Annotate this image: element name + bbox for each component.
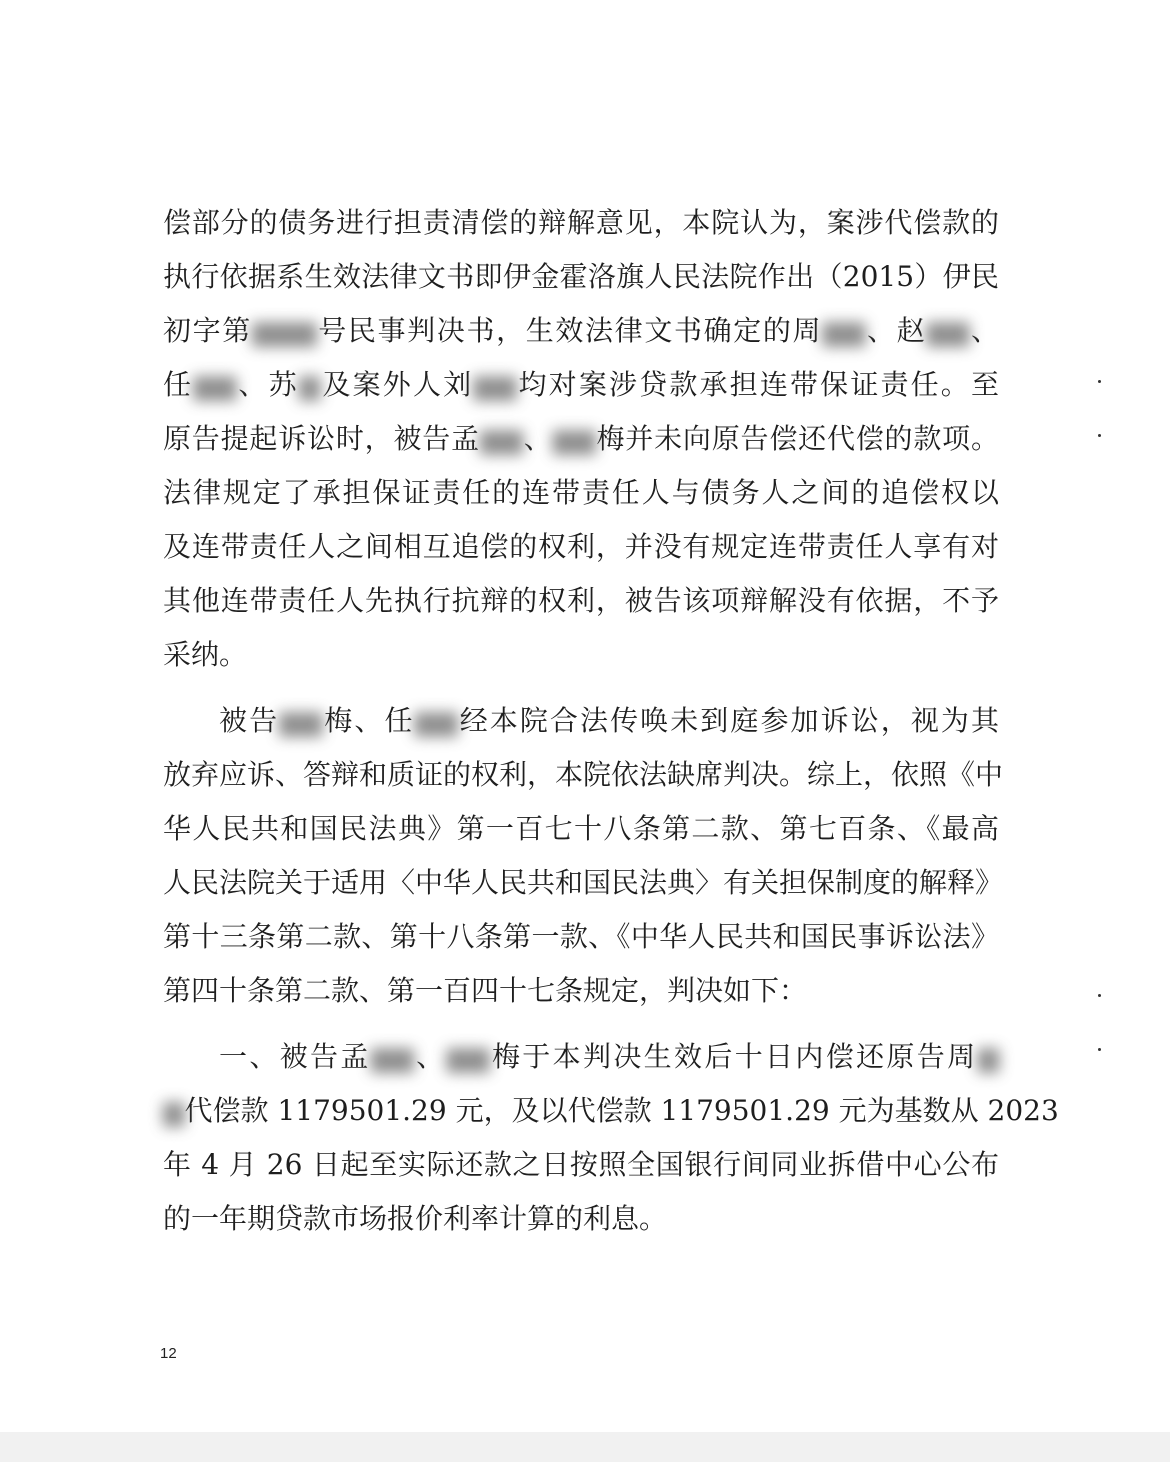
text-segment: 的一年期贷款市场报价利率计算的利息。 (163, 1202, 668, 1235)
text-line (163, 1084, 1059, 1138)
judgment-body-text (163, 196, 1059, 1246)
text-segment: 均对案涉贷款承担连带保证责任。至 (516, 368, 999, 401)
text-segment: 梅、任 (322, 704, 415, 737)
scan-speck (1098, 1048, 1101, 1051)
scan-speck (1098, 434, 1101, 437)
redacted-name: ▆▆ (370, 1040, 414, 1073)
text-segment: 任 (163, 368, 194, 401)
text-line (163, 412, 999, 466)
text-segment: 法律规定了承担保证责任的连带责任人与债务人之间的追偿权以 (163, 476, 999, 509)
redacted-name: ▆▆ (446, 1040, 490, 1073)
redacted-name: ▆▆ (926, 314, 970, 347)
text-segment: 、 (413, 1040, 447, 1073)
text-segment: 、 (522, 422, 553, 455)
text-segment: 梅并未向原告偿还代偿的款项。 (595, 422, 999, 455)
text-segment: 偿部分的债务进行担责清偿的辩解意见，本院认为，案涉代偿款的 (163, 206, 999, 239)
text-segment: 、苏 (236, 368, 299, 401)
text-segment: 梅于本判决生效后十日内偿还原告周 (489, 1040, 978, 1073)
text-line (163, 250, 999, 304)
redacted-name: ▆▆ (479, 422, 523, 455)
redacted-name: ▆▆ (193, 368, 237, 401)
redacted-name: ▆ (977, 1040, 999, 1073)
text-line (163, 856, 1004, 910)
text-segment: 人民法院关于适用〈中华人民共和国民法典〉有关担保制度的解释》 (163, 866, 1004, 899)
redacted-name: ▆▆ (473, 368, 517, 401)
text-line (163, 1192, 999, 1246)
text-segment: 初字第 (163, 314, 252, 347)
redacted-name: ▆▆ (279, 704, 323, 737)
redacted-name: ▆▆▆ (251, 314, 317, 347)
text-segment: 及连带责任人之间相互追偿的权利，并没有规定连带责任人享有对 (163, 530, 999, 563)
text-line (163, 694, 999, 748)
redacted-name: ▆ (298, 368, 321, 401)
text-line (163, 628, 999, 682)
text-line (163, 802, 999, 856)
text-segment: 第十三条第二款、第十八条第一款、《中华人民共和国民事诉讼法》 (163, 920, 999, 953)
text-segment: 、赵 (865, 314, 927, 347)
redacted-name: ▆ (163, 1094, 185, 1127)
scan-speck (1098, 380, 1101, 383)
redacted-name: ▆▆ (822, 314, 866, 347)
text-segment: 被告 (219, 704, 280, 737)
text-line (163, 1138, 999, 1192)
text-segment: 华人民共和国民法典》第一百七十八条第二款、第七百条、《最高 (163, 812, 999, 845)
text-segment: 及案外人刘 (320, 368, 474, 401)
text-line (163, 1030, 999, 1084)
text-segment: 号民事判决书，生效法律文书确定的周 (316, 314, 823, 347)
text-line (163, 910, 999, 964)
redacted-name: ▆▆ (552, 422, 596, 455)
text-line (163, 520, 999, 574)
text-segment: 年 4 月 26 日起至实际还款之日按照全国银行间同业拆借中心公布 (163, 1148, 999, 1181)
text-line (163, 358, 999, 412)
redacted-name: ▆▆ (414, 704, 458, 737)
text-segment: 第四十条第二款、第一百四十七条规定，判决如下： (163, 974, 808, 1007)
text-segment: 代偿款 1179501.29 元，及以代偿款 1179501.29 元为基数从 2023 (184, 1094, 1059, 1127)
text-segment: 其他连带责任人先执行抗辩的权利，被告该项辩解没有依据，不予 (163, 584, 999, 617)
text-line (163, 748, 1004, 802)
text-line (163, 574, 999, 628)
text-segment: 原告提起诉讼时，被告孟 (163, 422, 480, 455)
page-number: 12 (160, 1345, 177, 1362)
text-segment: 一、被告孟 (219, 1040, 371, 1073)
scan-bottom-edge (0, 1432, 1170, 1462)
scan-speck (1098, 994, 1101, 997)
text-segment: 、 (969, 314, 999, 347)
text-line (163, 196, 999, 250)
text-line (163, 466, 999, 520)
text-line (163, 964, 999, 1018)
text-segment: 经本院合法传唤未到庭参加诉讼，视为其 (457, 704, 999, 737)
text-segment: 执行依据系生效法律文书即伊金霍洛旗人民法院作出（2015）伊民 (163, 260, 999, 293)
text-segment: 放弃应诉、答辩和质证的权利，本院依法缺席判决。综上，依照《中 (163, 758, 1004, 791)
text-line (163, 304, 999, 358)
text-segment: 采纳。 (163, 638, 248, 671)
